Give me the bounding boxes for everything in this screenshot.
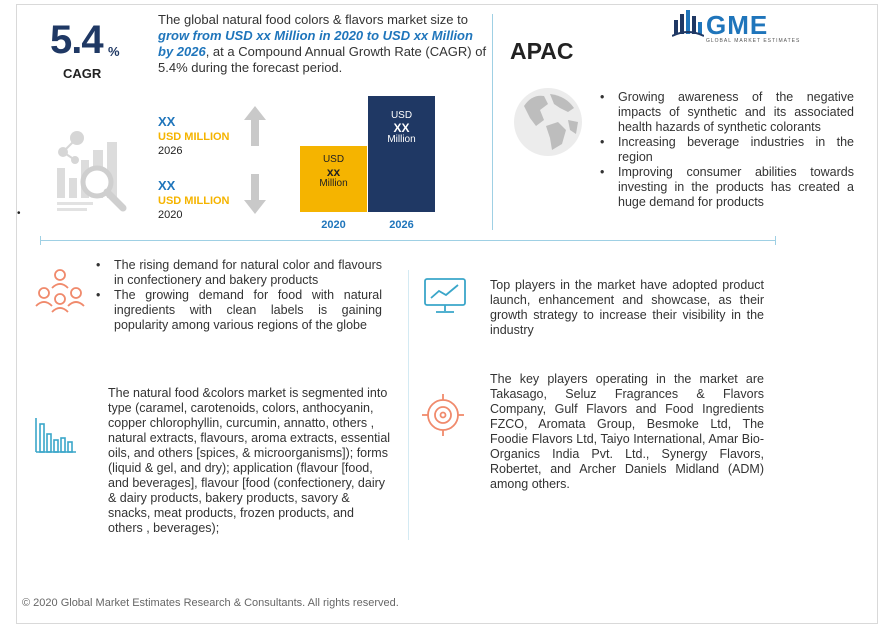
forecast-lower-value: XX [158,178,176,193]
region-bullet: • Increasing beverage industries in the region [596,135,854,165]
target-gear-icon [420,392,466,443]
horizontal-divider [40,240,776,241]
divider-tick [40,236,41,245]
bar-2026 [368,96,435,212]
bar-currency: USD [390,110,413,121]
region-bullets [596,90,854,210]
bar-year-label: 2020 [321,219,346,231]
people-network-icon [34,266,86,321]
forecast-upper-value: XX [158,114,176,129]
logo-tagline: GLOBAL MARKET ESTIMATES [706,38,801,44]
strategy-text: Top players in the market have adopted product launch, enhancement and showcase, as their growth strategy to increase their visibility in the industry [490,278,764,337]
segmentation-text: The natural food &colors market is segmented into type (caramel, carotenoids, colors, anthocyanin, copper chlorophyllin, curcumin, annatto, others , natural extracts, flavours, aroma extracts, essential oils, and others [spices, & microorganisms]); forms (liquid & gel, and dry); application (flavour [food, and beverages], flavour [food (confectionery, dairy & dairy products, bakery products, savory & snacks, meat products, frozen products, and others , beverages); [108,386,391,535]
vertical-divider-top [492,14,493,230]
driver-bullets [92,258,382,333]
bar-value: XX [393,121,410,135]
forecast-upper [158,114,230,157]
forecast-lower-year: 2020 [158,209,183,221]
monitor-chart-icon [422,276,468,321]
cagr-label: CAGR [63,66,102,81]
logo-name: GME [706,10,769,40]
key-players-text: The key players operating in the market are Takasago, Seluz Fragrances & Flavors Company, Gulf Flavors and Food Ingredients FZCO, Aromata Group, Besmoke Ltd, The Foodie Flavors Ltd, Taiyo International, Amar Bio-Organics India Pvt. Ltd., Synergy Flavors, Robertet, and Archer Daniels Midland (ADM) among others. [490,372,764,491]
cagr-value: 5.4 [50,18,103,62]
region-bullet: • Growing awareness of the negative impacts of synthetic and its associated health hazards of synthetic colorants [596,90,854,135]
driver-bullet: • The rising demand for natural color and flavours in confectionery and bakery products [92,258,382,288]
forecast-lower-unit: USD MILLION [158,195,230,207]
cagr-percent: % [108,44,120,59]
region-bullet: • Improving consumer abilities towards investing in the products has created a huge demand for products [596,165,854,210]
bar-currency: USD [322,154,345,165]
forecast-upper-unit: USD MILLION [158,131,230,143]
forecast-lower [158,178,230,221]
growth-bar-chart [300,96,440,214]
intro-post: , at a Compound Annual Growth Rate (CAGR) of 5.4% during the forecast period. [158,44,487,75]
bar-chart-icon [34,414,78,459]
bar-unit: Million [387,134,416,145]
divider-tick [775,236,776,245]
bar-year-label: 2026 [389,219,414,231]
bar-2020 [300,146,367,212]
region-title: APAC [510,38,574,64]
forecast-upper-year: 2026 [158,145,183,157]
copyright: © 2020 Global Market Estimates Research & Consultants. All rights reserved. [22,597,399,609]
vertical-divider-bottom [408,270,409,540]
bar-value: xx [326,165,341,179]
intro-text [158,12,490,76]
globe-icon [510,86,586,163]
gme-logo-icon [672,8,704,43]
arrow-down-icon [244,174,266,219]
bullet-dot: • [17,208,21,219]
intro-pre: The global natural food colors & flavors market size to [158,12,468,27]
driver-bullet: • The growing demand for food with natural ingredients with clean labels is gaining popularity among various regions of the globe [92,288,382,333]
analytics-icon [55,128,133,221]
intro-highlight: grow from USD xx Million in 2020 to USD xx Million by 2026 [158,28,473,59]
bar-unit: Million [319,178,348,189]
arrow-up-icon [244,106,266,151]
